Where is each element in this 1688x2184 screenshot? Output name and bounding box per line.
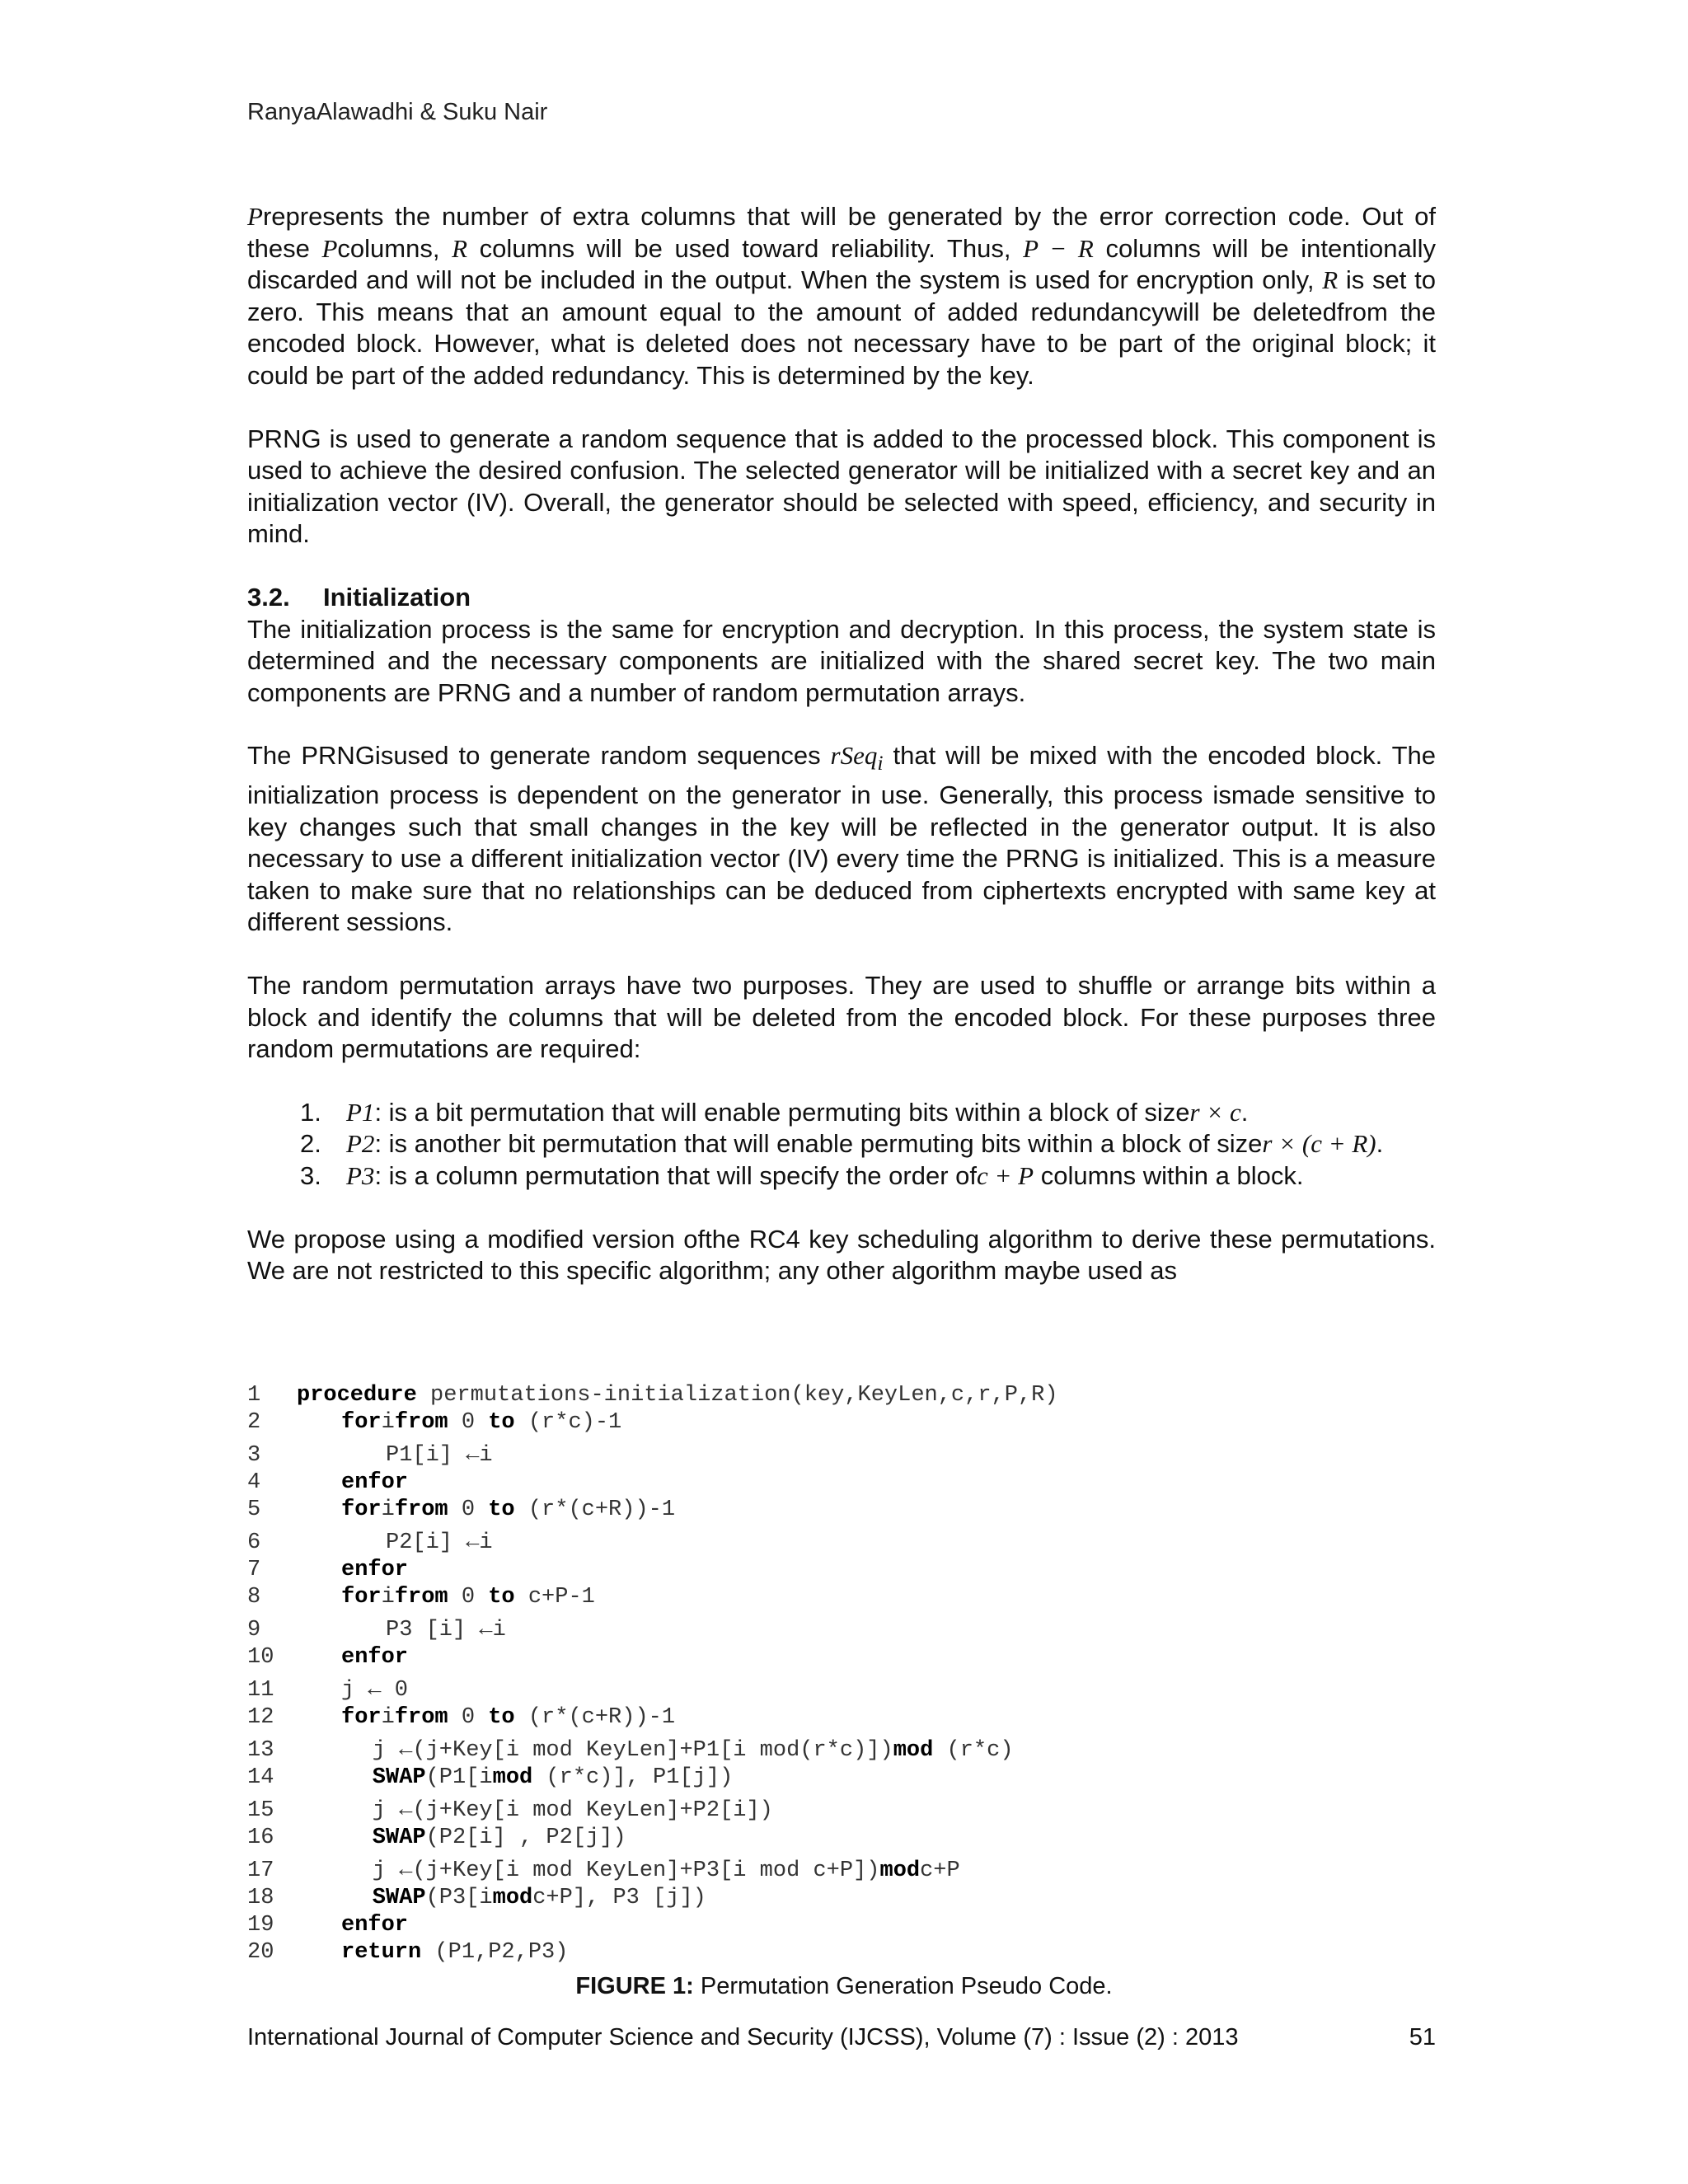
figure-caption-text: Permutation Generation Pseudo Code. [693, 1973, 1113, 1999]
code-line [247, 1583, 1436, 1611]
code-line [247, 1857, 1436, 1885]
code-keyword: from [394, 1410, 448, 1435]
list-item [247, 1160, 1436, 1193]
text-span: : is a column permutation that will specify the order of [374, 1161, 977, 1191]
code-token: P2[i] ←i [386, 1530, 493, 1555]
code-line-text [386, 1616, 506, 1644]
code-line-text [373, 1824, 626, 1852]
code-line-text [341, 1469, 408, 1497]
code-keyword: for [341, 1410, 382, 1435]
code-token: (P2[i] , P2[j]) [425, 1825, 626, 1850]
code-keyword: enfor [341, 1470, 409, 1495]
code-line [247, 1441, 1436, 1469]
code-token: 0 [448, 1585, 489, 1610]
code-line-text [341, 1911, 408, 1939]
code-token: j ←(j+Key[i mod KeyLen]+P1[i mod(r*c)]) [372, 1738, 893, 1763]
code-token: c+P-1 [514, 1585, 595, 1610]
code-token: i [381, 1585, 395, 1610]
code-line-number: 14 [247, 1765, 274, 1790]
code-keyword: for [341, 1497, 382, 1522]
code-line-text [373, 1797, 773, 1825]
text-span: The PRNGisused to generate random sequences [247, 741, 831, 771]
math-symbol: P2 [346, 1129, 375, 1159]
code-line-text [373, 1884, 706, 1912]
code-line-text [386, 1441, 493, 1469]
body-text [247, 201, 1436, 1319]
running-header: RanyaAlawadhi & Suku Nair [247, 99, 548, 125]
code-line [247, 1469, 1436, 1497]
text-span: that will be mixed with the encoded block. The initialization process is dependent on the generator in use. Generally, this process ismade sensitive to key changes such that small changes in the key will be reflected in the generator output. It is also necessary to use a different initialization vector (IV) every time the PRNG is initialized. This is a measure taken to make sure that no relationships can be deduced from ciphertexts encrypted with same key at different sessions. [247, 741, 1436, 937]
list-item [247, 1097, 1436, 1129]
code-token: (P1[i [425, 1765, 493, 1790]
code-line [247, 1824, 1436, 1852]
math-symbol: P3 [346, 1161, 375, 1191]
code-line-number: 18 [247, 1886, 274, 1910]
code-line-number: 10 [247, 1645, 274, 1670]
code-line-text [341, 1408, 621, 1436]
list-number: 1. [300, 1097, 321, 1127]
code-token: c+P [920, 1858, 960, 1883]
figure-label: FIGURE 1: [575, 1973, 694, 1999]
math-expression: P − R [1023, 233, 1094, 263]
code-line-number: 2 [247, 1410, 261, 1435]
text-span: : is another bit permutation that will enable permuting bits within a block of size [374, 1129, 1263, 1159]
code-keyword: procedure [297, 1383, 417, 1408]
math-symbol: R [452, 233, 468, 263]
code-keyword: from [394, 1705, 448, 1730]
paragraph-redundancy [247, 201, 1436, 392]
text-span: columns, [337, 233, 452, 263]
code-line [247, 1797, 1436, 1825]
code-keyword: for [341, 1705, 382, 1730]
code-line-number: 15 [247, 1798, 274, 1823]
math-symbol: P [321, 233, 338, 263]
code-line-number: 16 [247, 1825, 274, 1850]
code-token: (r*c) [933, 1738, 1014, 1763]
code-token: i [381, 1410, 395, 1435]
code-line-text [341, 1704, 675, 1732]
code-line-text [341, 1556, 408, 1584]
code-line [247, 1736, 1436, 1765]
text-span: columns within a block. [1034, 1161, 1304, 1191]
code-line-number: 7 [247, 1558, 261, 1582]
code-line-text [341, 1496, 675, 1524]
math-expression: c + P [977, 1161, 1034, 1191]
code-line-number: 20 [247, 1940, 274, 1965]
paragraph-initialization: The initialization process is the same for encryption and decryption. In this process, the system state is determined and the necessary components are initialized with the shared secret key. The two main components are PRNG and a number of random permutation arrays. [247, 614, 1436, 707]
code-keyword: SWAP [372, 1886, 426, 1910]
text-span: . [1376, 1129, 1384, 1159]
text-span: is set to zero. This means that an amount equal to the amount of added redundancywill be deletedfrom the encoded block. However, what is deleted does not necessary have to be part of the original block; it could be part of the added redundancy. This is determined by the key. [247, 265, 1436, 390]
code-token: P3 [i] ←i [386, 1618, 506, 1643]
code-line-text [341, 1643, 408, 1671]
code-line-number: 1 [247, 1383, 261, 1408]
code-keyword: from [394, 1497, 448, 1522]
code-line-number: 13 [247, 1738, 274, 1763]
code-token: 0 [448, 1705, 489, 1730]
code-line [247, 1556, 1436, 1584]
list-number: 2. [300, 1129, 321, 1159]
code-token: (r*(c+R))-1 [514, 1705, 676, 1730]
code-line-text [341, 1938, 568, 1966]
code-line [247, 1938, 1436, 1966]
code-keyword: enfor [341, 1558, 409, 1582]
math-subscript: i [877, 751, 884, 776]
code-token: P1[i] ←i [386, 1443, 493, 1468]
paragraph-prng-sequences [247, 740, 1436, 939]
code-line [247, 1529, 1436, 1557]
math-expression: r × c [1189, 1097, 1241, 1127]
section-title: Initialization [323, 582, 471, 612]
text-span: . [1240, 1097, 1249, 1127]
code-token: (P1,P2,P3) [421, 1940, 569, 1965]
code-line-number: 9 [247, 1618, 261, 1643]
code-line-number: 8 [247, 1585, 261, 1610]
math-symbol: P [247, 202, 263, 231]
text-span: represents the number of extra columns that will be generated by the error correction code. Out of these [247, 202, 1436, 263]
code-keyword: to [488, 1410, 515, 1435]
paragraph-permutation-arrays: The random permutation arrays have two purposes. They are used to shuffle or arrange bits within a block and identify the columns that will be deleted from the encoded block. For these purposes three random permutations are required: [247, 971, 1436, 1064]
code-keyword: mod [893, 1738, 934, 1763]
code-line-text [341, 1676, 408, 1704]
code-token: (r*(c+R))-1 [514, 1497, 676, 1522]
code-keyword: to [488, 1585, 515, 1610]
math-expression: r × (c + R) [1262, 1129, 1376, 1159]
list-item [247, 1128, 1436, 1160]
code-line [247, 1704, 1436, 1732]
code-token: 0 [448, 1497, 489, 1522]
section-number: 3.2. [247, 582, 290, 612]
text-span: columns will be intentionally discarded and will not be included in the output. When the system is used for encryption only, [247, 233, 1437, 295]
code-token: (r*c)], P1[j]) [532, 1765, 734, 1790]
code-token: c+P], P3 [j]) [532, 1886, 706, 1910]
code-keyword: mod [879, 1858, 921, 1883]
code-keyword: enfor [341, 1913, 409, 1938]
code-keyword: SWAP [372, 1825, 426, 1850]
code-line-text [341, 1583, 595, 1611]
list-number: 3. [300, 1161, 321, 1191]
code-line [247, 1408, 1436, 1436]
math-symbol: P1 [346, 1097, 375, 1127]
code-line [247, 1496, 1436, 1524]
code-keyword: enfor [341, 1645, 409, 1670]
code-token: j ←(j+Key[i mod KeyLen]+P3[i mod c+P]) [372, 1858, 880, 1883]
figure-caption [0, 1971, 1688, 2001]
code-line-text [373, 1736, 1014, 1765]
code-token: i [381, 1705, 395, 1730]
code-line [247, 1911, 1436, 1939]
code-line-number: 17 [247, 1858, 274, 1883]
code-line [247, 1616, 1436, 1644]
code-line [247, 1764, 1436, 1792]
code-line [247, 1643, 1436, 1671]
code-line-number: 6 [247, 1530, 261, 1555]
code-token: (P3[i [425, 1886, 493, 1910]
code-line-text [386, 1529, 493, 1557]
code-line-number: 12 [247, 1705, 274, 1730]
code-line [247, 1884, 1436, 1912]
math-symbol: rSeq [830, 741, 878, 771]
page-footer [247, 2022, 1436, 2052]
paragraph-prng: PRNG is used to generate a random sequence that is added to the processed block. This component is used to achieve the desired confusion. The selected generator will be initialized with a secret key and an initialization vector (IV). Overall, the generator should be selected with speed, efficiency, and security in mind. [247, 424, 1436, 549]
paragraph-rc4: We propose using a modified version ofthe RC4 key scheduling algorithm to derive these permutations. We are not restricted to this specific algorithm; any other algorithm maybe used as [247, 1224, 1436, 1286]
code-token: 0 [448, 1410, 489, 1435]
code-line-text [373, 1764, 733, 1792]
code-token: permutations-initialization(key,KeyLen,c,r,P,R) [416, 1383, 1058, 1408]
code-line-number: 4 [247, 1470, 261, 1495]
code-line [247, 1676, 1436, 1704]
math-symbol: R [1322, 265, 1339, 295]
code-keyword: return [341, 1940, 422, 1965]
text-span: columns will be used toward reliability. Thus, [467, 233, 1024, 263]
code-line-number: 11 [247, 1678, 274, 1703]
code-token: i [381, 1497, 395, 1522]
code-token: j ← 0 [341, 1678, 409, 1703]
code-line-number: 5 [247, 1497, 261, 1522]
section-heading [247, 582, 1436, 614]
code-keyword: from [394, 1585, 448, 1610]
code-keyword: to [488, 1705, 515, 1730]
journal-citation: International Journal of Computer Science and Security (IJCSS), Volume (7) : Issue (2) : 2013 [247, 2024, 1239, 2050]
code-keyword: to [488, 1497, 515, 1522]
code-token: (r*c)-1 [514, 1410, 622, 1435]
code-line-number: 19 [247, 1913, 274, 1938]
page-number: 51 [1409, 2024, 1436, 2050]
code-keyword: SWAP [372, 1765, 426, 1790]
code-line-text [373, 1857, 960, 1885]
code-line-number: 3 [247, 1443, 261, 1468]
code-keyword: for [341, 1585, 382, 1610]
code-line-text [297, 1381, 1058, 1409]
permutation-list [247, 1097, 1436, 1193]
code-line [247, 1381, 1436, 1409]
text-span: : is a bit permutation that will enable permuting bits within a block of size [374, 1097, 1190, 1127]
code-keyword: mod [492, 1765, 533, 1790]
code-token: j ←(j+Key[i mod KeyLen]+P2[i]) [372, 1798, 773, 1823]
code-keyword: mod [492, 1886, 533, 1910]
